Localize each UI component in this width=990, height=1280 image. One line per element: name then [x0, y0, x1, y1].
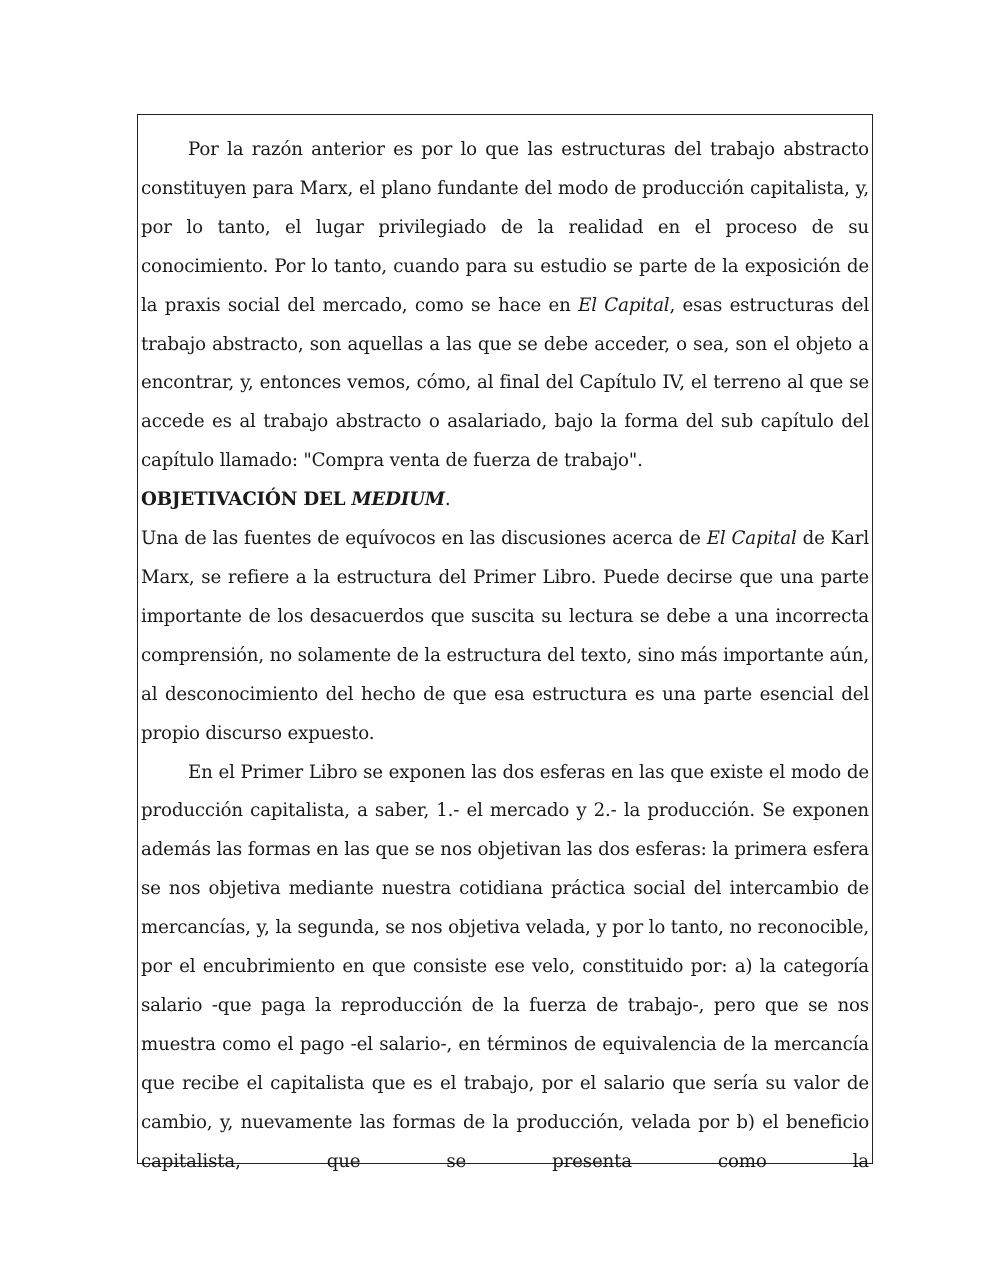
paragraph-3: En el Primer Libro se exponen las dos esferas en las que existe el modo de producción capitalista, a saber, 1.- el mercado y 2.- la producción. Se exponen además las formas en las que se nos objetivan las dos esferas: la primera esfera se nos objetiva mediante nuestra cotidiana práctica social del intercambio de mercancías, y, la segunda, se nos objetiva velada, y por lo tanto, no reconocible, por el encubrimiento en que consiste ese velo, constituido por: a) la categoría salario -que paga la reproducción de la fuerza de trabajo-, pero que se nos muestra como el pago -el salario-, en términos de equivalencia de la mercancía que recibe el capitalista que es el trabajo, por el salario que sería su valor de cambio, y, nuevamente las formas de la producción, velada por b) el beneficio capitalista, que se presenta como la [141, 761, 869, 1172]
paragraph-1-text-b: , esas estructuras del trabajo abstracto, son aquellas a las que se debe acceder, o sea, son el objeto a encontrar, y, entonces vemos, cómo, al final del Capítulo IV, el terreno al que se accede es al trabajo abstracto o asalariado, bajo la forma del sub capítulo del capítulo llamado: "Compra venta de fuerza de trabajo". [141, 294, 869, 472]
heading-text: OBJETIVACIÓN DEL [141, 489, 352, 511]
heading-italic: MEDIUM [351, 489, 445, 511]
page-frame [137, 114, 873, 1172]
document-body [141, 131, 869, 1181]
heading-end: . [444, 489, 451, 511]
paragraph-2 [141, 520, 869, 753]
paragraph-1 [141, 131, 869, 481]
paragraph-2-text-a: Una de las fuentes de equívocos en las discusiones acerca de [141, 528, 707, 550]
section-heading [141, 481, 869, 520]
book-title: El Capital [578, 294, 670, 316]
book-title: El Capital [706, 528, 797, 550]
paragraph-2-text-b: de Karl Marx, se refiere a la estructura del Primer Libro. Puede decirse que una parte importante de los desacuerdos que suscita su lectura se debe a una incorrecta comprensión, no solamente de la estructura del texto, sino más importante aún, al desconocimiento del hecho de que esa estructura es una parte esencial del propio discurso expuesto. [141, 528, 870, 744]
paragraph-1-text-a: Por la razón anterior es por lo que las estructuras del trabajo abstracto constituyen para Marx, el plano fundante del modo de producción capitalista, y, por lo tanto, el lugar privilegiado de la realidad en el proceso de su conocimiento. Por lo tanto, cuando para su estudio se parte de la exposición de la praxis social del mercado, como se hace en [141, 139, 869, 316]
